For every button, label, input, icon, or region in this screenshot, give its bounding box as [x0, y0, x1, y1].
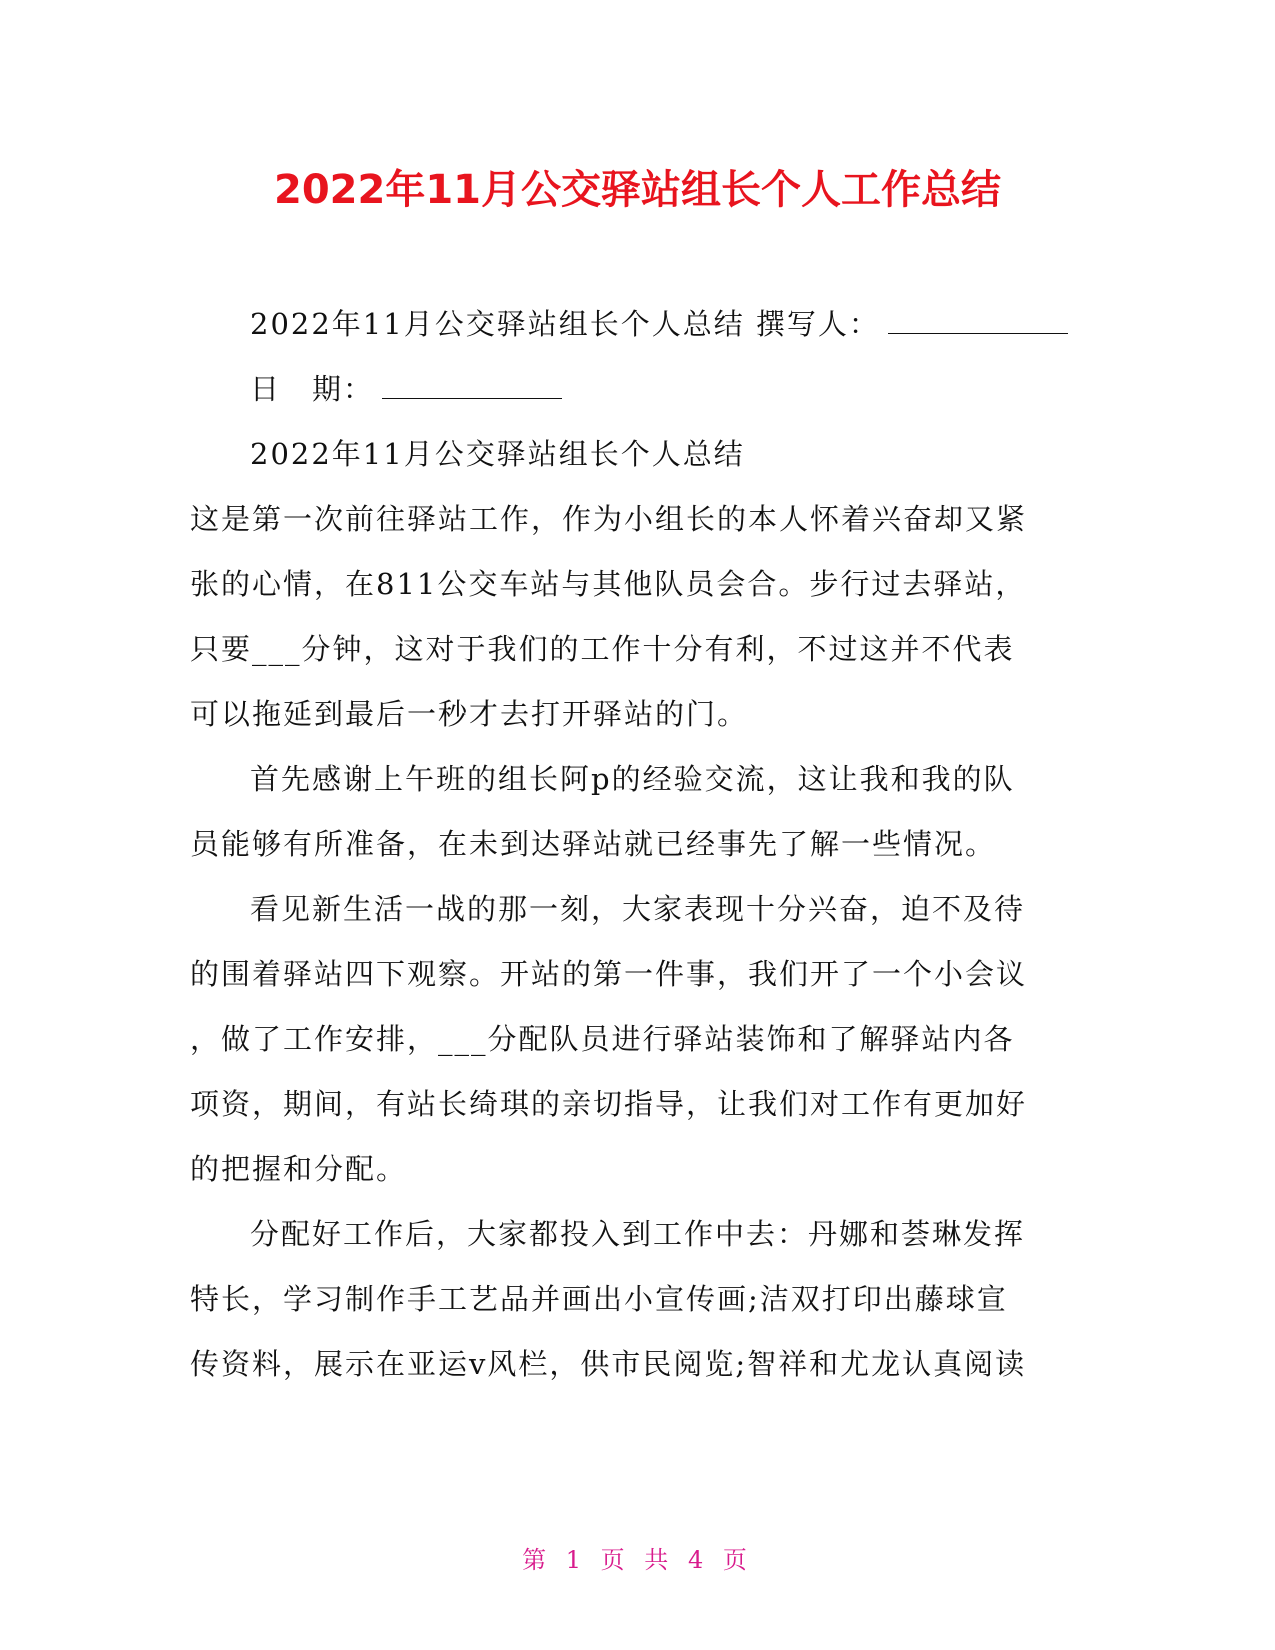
paragraph-line: 员能够有所准备，在未到达驿站就已经事先了解一些情况。: [190, 827, 997, 861]
paragraph-line: 首先感谢上午班的组长阿p的经验交流，这让我和我的队: [250, 762, 1015, 796]
document-body: [190, 292, 1090, 1397]
page-footer: 第 1 页 共 4 页: [522, 1546, 753, 1574]
author-blank: [888, 305, 1068, 334]
paragraph-line: 张的心情，在811公交车站与其他队员会合。步行过去驿站，: [190, 567, 1027, 601]
author-line: [190, 292, 1090, 357]
author-label: 2022年11月公交驿站组长个人总结 撰写人：: [250, 307, 880, 341]
paragraph-line: 只要___分钟，这对于我们的工作十分有利，不过这并不代表: [190, 632, 1015, 666]
paragraph-line: 传资料，展示在亚运v风栏，供市民阅览;智祥和尤龙认真阅读: [190, 1347, 1027, 1381]
date-blank: [382, 370, 562, 399]
paragraph-line: 可以拖延到最后一秒才去打开驿站的门。: [190, 697, 749, 731]
paragraph-line: ，做了工作安排，___分配队员进行驿站装饰和了解驿站内各: [190, 1022, 1015, 1056]
date-label: 日 期：: [250, 372, 375, 406]
paragraph-line: 2022年11月公交驿站组长个人总结: [250, 437, 745, 471]
date-line: [190, 357, 1090, 422]
paragraph-line: 的围着驿站四下观察。开站的第一件事，我们开了一个小会议: [190, 957, 1028, 991]
paragraph-line: 看见新生活一战的那一刻，大家表现十分兴奋，迫不及待: [250, 892, 1026, 926]
paragraph-line: 项资，期间，有站长绮琪的亲切指导，让我们对工作有更加好: [190, 1087, 1028, 1121]
document-title: 2022年11月公交驿站组长个人工作总结: [274, 167, 1001, 213]
paragraph-line: 这是第一次前往驿站工作，作为小组长的本人怀着兴奋却又紧: [190, 502, 1028, 536]
paragraph-line: 的把握和分配。: [190, 1152, 408, 1186]
paragraph-line: 特长，学习制作手工艺品并画出小宣传画;洁双打印出藤球宣: [190, 1282, 1008, 1316]
paragraph-line: 分配好工作后，大家都投入到工作中去：丹娜和荟琳发挥: [250, 1217, 1026, 1251]
